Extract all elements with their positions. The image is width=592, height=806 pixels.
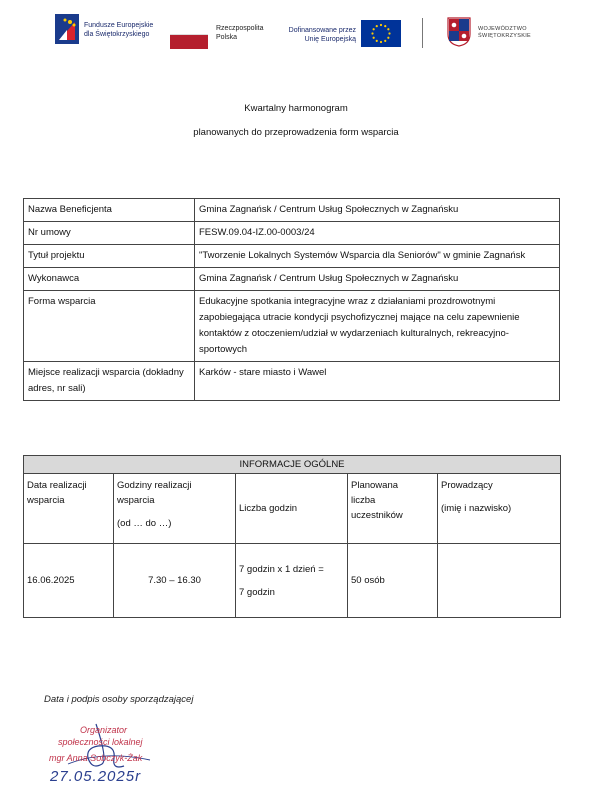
table-row — [24, 362, 560, 401]
ws-line1: WOJEWÓDZTWO — [478, 26, 527, 32]
signature-caption: Data i podpis osoby sporządzającej — [44, 694, 194, 705]
label-beneficiary: Nazwa Beneficjenta — [24, 199, 195, 222]
table-row — [24, 199, 560, 222]
eu-star — [387, 37, 389, 39]
signature-date: 27.05.2025r — [50, 768, 142, 785]
fe-line1: Fundusze Europejskie — [84, 22, 154, 29]
table-row — [24, 268, 560, 291]
value-beneficiary: Gmina Zagnańsk / Centrum Usług Społecznych w Zagnańsku — [195, 199, 560, 222]
eu-star — [373, 28, 375, 30]
general-info-table — [23, 455, 561, 618]
header-participants-line2: liczba — [351, 495, 376, 506]
signature-stamp — [28, 720, 178, 800]
stamp-line3: mgr Anna Sobczyk-Żak — [49, 753, 143, 763]
eu-funding-logo — [282, 20, 404, 50]
header-participants-line1: Planowana — [351, 480, 399, 491]
cell-date: 16.06.2025 — [24, 544, 114, 618]
eu-star — [376, 40, 378, 42]
fundusze-europejskie-logo — [55, 14, 185, 48]
header-date-line1: Data realizacji — [27, 480, 87, 491]
label-contractor: Wykonawca — [24, 268, 195, 291]
eu-star — [371, 32, 373, 34]
table-row — [24, 245, 560, 268]
header-leader-line2: (imię i nazwisko) — [441, 503, 512, 514]
header-hours — [114, 474, 236, 544]
header-hours-line2: wsparcia — [117, 495, 155, 506]
eu-star — [387, 28, 389, 30]
header-hours-line1: Godziny realizacji — [117, 480, 192, 491]
rp-line1: Rzeczpospolita — [216, 25, 264, 32]
eu-star — [380, 24, 382, 26]
header-date — [24, 474, 114, 544]
value-contractor: Gmina Zagnańsk / Centrum Usług Społecznych w Zagnańsku — [195, 268, 560, 291]
header-count: Liczba godzin — [236, 474, 348, 544]
cell-hours: 7.30 – 16.30 — [114, 544, 236, 618]
table-row — [24, 291, 560, 362]
value-agreement-number: FESW.09.04-IZ.00-0003/24 — [195, 222, 560, 245]
cell-hour-count — [236, 544, 348, 618]
stamp-line2: społeczności lokalnej — [58, 737, 143, 747]
label-location: Miejsce realizacji wsparcia (dokładny adres, nr sali) — [24, 362, 195, 401]
eu-star — [376, 25, 378, 27]
logo-divider — [422, 18, 423, 48]
eu-line1: Dofinansowane przez — [288, 27, 356, 34]
header-hours-line3: (od … do …) — [117, 518, 172, 529]
eu-line2: Unię Europejską — [304, 36, 356, 43]
ws-line2: ŚWIĘTOKRZYSKIE — [478, 33, 531, 39]
cell-hour-count-line2: 7 godzin — [239, 586, 275, 598]
label-project-title: Tytuł projektu — [24, 245, 195, 268]
eu-star — [388, 32, 390, 34]
header-date-line2: wsparcia — [27, 495, 65, 506]
value-support-form: Edukacyjne spotkania integracyjne wraz z działaniami prozdrowotnymi zapobiegająca utracie kondycji psychofizycznej mające na celu zapewnienie kontaktów z otoczeniem/udział w wydarzeniach kulturalnych, rekreacyjno-sportowych — [195, 291, 560, 362]
fe-line2: dla Świętokrzyskiego — [84, 31, 150, 38]
label-agreement-number: Nr umowy — [24, 222, 195, 245]
value-location: Karków - stare miasto i Wawel — [195, 362, 560, 401]
cell-leader — [438, 544, 561, 618]
wojewodztwo-logo — [447, 17, 537, 51]
header-participants-line3: uczestników — [351, 510, 403, 521]
table-row — [24, 544, 561, 618]
general-info-heading: INFORMACJE OGÓLNE — [24, 456, 561, 474]
rp-line2: Polska — [216, 34, 238, 41]
rzeczpospolita-logo — [170, 22, 280, 52]
beneficiary-info-table — [23, 198, 560, 401]
fe-logo-icon — [55, 14, 79, 44]
eu-star — [373, 37, 375, 39]
eu-star — [380, 41, 382, 43]
eu-star — [384, 40, 386, 42]
label-support-form: Forma wsparcia — [24, 291, 195, 362]
header-leader-line1: Prowadzący — [441, 480, 493, 491]
header-participants — [348, 474, 438, 544]
header-leader — [438, 474, 561, 544]
table-row — [24, 222, 560, 245]
cell-participants: 50 osób — [348, 544, 438, 618]
document-title: Kwartalny harmonogram — [244, 103, 348, 114]
crest-icon — [447, 17, 471, 47]
stamp-line1: Organizator — [80, 725, 128, 735]
eu-star — [384, 25, 386, 27]
document-subtitle: planowanych do przeprowadzenia form wsparcia — [193, 127, 399, 138]
table-header-row — [24, 474, 561, 544]
cell-hour-count-line1: 7 godzin x 1 dzień = — [239, 563, 324, 575]
eu-flag-icon — [361, 20, 401, 47]
value-project-title: "Tworzenie Lokalnych Systemów Wsparcia dla Seniorów" w gminie Zagnańsk — [195, 245, 560, 268]
polish-flag-icon — [170, 34, 208, 49]
